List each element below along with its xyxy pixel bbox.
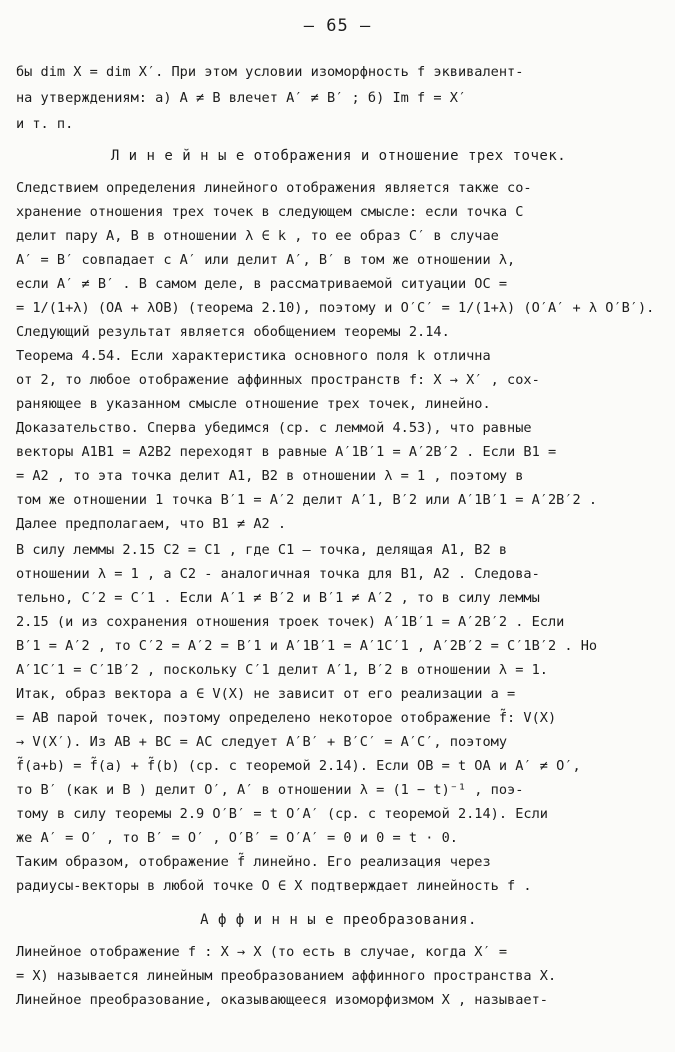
theorem-line: Теорема 4.54. Если характеристика основного поля k отлична <box>16 348 491 364</box>
text-line: Таким образом, отображение f̃ линейно. Его реализация через <box>16 854 491 870</box>
text-line: f̃(a+b) = f̃(a) + f̃(b) (ср. с теоремой 2.14). Если OB = t OA и A′ ≠ O′, <box>16 758 581 774</box>
text-line: → V(X′). Из AB + BC = AC следует A′B′ + B′C′ = A′C′, поэтому <box>16 734 508 750</box>
text-line: делит пару A, B в отношении λ ∈ k , то ее образ C′ в случае <box>16 228 499 244</box>
text-line: отношении λ = 1 , а C2 - аналогичная точка для B1, A2 . Следова- <box>16 566 540 582</box>
text-line: тому в силу теоремы 2.9 O′B′ = t O′A′ (ср. с теоремой 2.14). Если <box>16 806 548 822</box>
text-line: же A′ = O′ , то B′ = O′ , O′B′ = O′A′ = 0 и 0 = t · 0. <box>16 830 458 846</box>
text-line: = 1/(1+λ) (OA + λOB) (теорема 2.10), поэтому и O′C′ = 1/(1+λ) (O′A′ + λ O′B′). <box>16 300 655 316</box>
text-line: и т. п. <box>16 116 74 132</box>
text-line: Линейное преобразование, оказывающееся изоморфизмом X , называет- <box>16 992 548 1008</box>
text-line: раняющее в указанном смысле отношение трех точек, линейно. <box>16 396 491 412</box>
text-line: A′1C′1 = C′1B′2 , поскольку C′1 делит A′1, B′2 в отношении λ = 1. <box>16 662 548 678</box>
text-line: В силу леммы 2.15 C2 = C1 , где C1 – точка, делящая A1, B2 в <box>16 542 508 558</box>
section-heading: Л и н е й н ы е отображения и отношение трех точек. <box>110 148 567 164</box>
text-line: радиусы-векторы в любой точке O ∈ X подтверждает линейность f . <box>16 878 532 894</box>
text-line: 2.15 (и из сохранения отношения троек точек) A′1B′1 = A′2B′2 . Если <box>16 614 565 630</box>
text-line: том же отношении 1 точка B′1 = A′2 делит A′1, B′2 или A′1B′1 = A′2B′2 . <box>16 492 598 508</box>
text-line: тельно, C′2 = C′1 . Если A′1 ≠ B′2 и B′1 ≠ A′2 , то в силу леммы <box>16 590 540 606</box>
text-line: = A2 , то эта точка делит A1, B2 в отношении λ = 1 , поэтому в <box>16 468 524 484</box>
text-line: A′ = B′ совпадает с A′ или делит A′, B′ в том же отношении λ, <box>16 252 516 268</box>
text-line: от 2, то любое отображение аффинных пространств f: X → X′ , сох- <box>16 372 540 388</box>
text-line: Далее предполагаем, что B1 ≠ A2 . <box>16 516 287 532</box>
section-heading: А ф ф и н н ы е преобразования. <box>200 912 477 928</box>
text-line: бы dim X = dim X′. При этом условии изоморфность f эквивалент- <box>16 64 524 80</box>
text-line: если A′ ≠ B′ . В самом деле, в рассматриваемой ситуации OC = <box>16 276 508 292</box>
text-line: Следующий результат является обобщением теоремы 2.14. <box>16 324 450 340</box>
text-line: Линейное отображение f : X → X (то есть в случае, когда X′ = <box>16 944 508 960</box>
page-number: – 65 – <box>303 16 372 36</box>
text-line: = X) называется линейным преобразованием аффинного пространства X. <box>16 968 557 984</box>
text-line: то B′ (как и B ) делит O′, A′ в отношении λ = (1 − t)⁻¹ , поэ- <box>16 782 524 798</box>
proof-line: Доказательство. Сперва убедимся (ср. с леммой 4.53), что равные <box>16 420 532 436</box>
text-line: Итак, образ вектора a ∈ V(X) не зависит от его реализации a = <box>16 686 516 702</box>
text-line: на утверждениям: а) A ≠ B влечет A′ ≠ B′ ; б) Im f = X′ <box>16 90 467 106</box>
text-line: Следствием определения линейного отображения является также со- <box>16 180 532 196</box>
text-line: = AB парой точек, поэтому определено некоторое отображение f̃: V(X) <box>16 710 557 726</box>
text-line: векторы A1B1 = A2B2 переходят в равные A′1B′1 = A′2B′2 . Если B1 = <box>16 444 557 460</box>
text-line: B′1 = A′2 , то C′2 = A′2 = B′1 и A′1B′1 = A′1C′1 , A′2B′2 = C′1B′2 . Но <box>16 638 598 654</box>
text-line: хранение отношения трех точек в следующем смысле: если точка C <box>16 204 524 220</box>
